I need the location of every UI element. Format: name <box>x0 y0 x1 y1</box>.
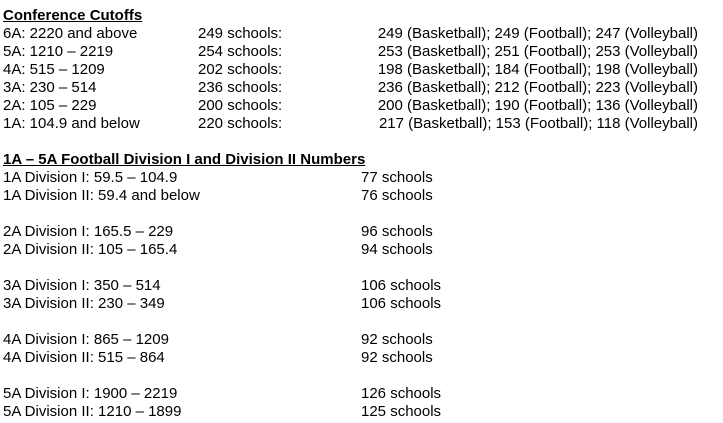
conference-cutoffs-heading: Conference Cutoffs <box>3 7 143 24</box>
division-school-count: 125 schools <box>361 403 442 420</box>
cutoff-row <box>0 43 723 61</box>
division-row <box>0 385 723 403</box>
division-range: 4A Division II: 515 – 864 <box>3 349 165 366</box>
division-row <box>0 295 723 313</box>
cutoff-range: 6A: 2220 and above <box>3 25 138 42</box>
division-row <box>0 403 723 421</box>
division-range: 1A Division II: 59.4 and below <box>3 187 200 204</box>
cutoff-school-count: 236 schools: <box>198 79 283 96</box>
division-range: 3A Division I: 350 – 514 <box>3 277 161 294</box>
cutoff-sport-breakdown: 217 (Basketball); 153 (Football); 118 (Volleyball) <box>378 115 698 132</box>
cutoff-school-count: 220 schools: <box>198 115 283 132</box>
cutoff-row <box>0 61 723 79</box>
division-school-count: 76 schools <box>361 187 433 204</box>
division-row <box>0 331 723 349</box>
division-range: 2A Division I: 165.5 – 229 <box>3 223 174 240</box>
division-range: 5A Division I: 1900 – 2219 <box>3 385 178 402</box>
division-school-count: 77 schools <box>361 169 433 186</box>
cutoff-sport-breakdown: 198 (Basketball); 184 (Football); 198 (Volleyball) <box>377 61 698 78</box>
division-range: 3A Division II: 230 – 349 <box>3 295 165 312</box>
cutoff-school-count: 249 schools: <box>198 25 283 42</box>
division-row <box>0 187 723 205</box>
division-school-count: 106 schools <box>361 295 442 312</box>
cutoff-row <box>0 79 723 97</box>
cutoff-range: 2A: 105 – 229 <box>3 97 97 114</box>
division-range: 5A Division II: 1210 – 1899 <box>3 403 182 420</box>
cutoff-sport-breakdown: 253 (Basketball); 251 (Football); 253 (Volleyball) <box>377 43 698 60</box>
division-school-count: 92 schools <box>361 331 433 348</box>
cutoff-range: 3A: 230 – 514 <box>3 79 97 96</box>
division-row <box>0 277 723 295</box>
division-school-count: 96 schools <box>361 223 433 240</box>
division-school-count: 106 schools <box>361 277 442 294</box>
division-range: 2A Division II: 105 – 165.4 <box>3 241 178 258</box>
division-row <box>0 223 723 241</box>
cutoff-sport-breakdown: 200 (Basketball); 190 (Football); 136 (Volleyball) <box>377 97 698 114</box>
cutoff-row <box>0 115 723 133</box>
division-range: 1A Division I: 59.5 – 104.9 <box>3 169 178 186</box>
division-school-count: 94 schools <box>361 241 433 258</box>
cutoff-sport-breakdown: 249 (Basketball); 249 (Football); 247 (Volleyball) <box>377 25 698 42</box>
division-row <box>0 349 723 367</box>
cutoff-range: 5A: 1210 – 2219 <box>3 43 114 60</box>
cutoff-school-count: 202 schools: <box>198 61 283 78</box>
cutoff-range: 1A: 104.9 and below <box>3 115 140 132</box>
football-divisions-heading: 1A – 5A Football Division I and Division II Numbers <box>3 151 366 168</box>
cutoff-school-count: 200 schools: <box>198 97 283 114</box>
division-school-count: 126 schools <box>361 385 442 402</box>
cutoff-sport-breakdown: 236 (Basketball); 212 (Football); 223 (Volleyball) <box>377 79 698 96</box>
cutoff-range: 4A: 515 – 1209 <box>3 61 105 78</box>
division-range: 4A Division I: 865 – 1209 <box>3 331 169 348</box>
division-row <box>0 241 723 259</box>
division-row <box>0 169 723 187</box>
cutoff-row <box>0 25 723 43</box>
division-school-count: 92 schools <box>361 349 433 366</box>
cutoff-school-count: 254 schools: <box>198 43 283 60</box>
cutoff-row <box>0 97 723 115</box>
